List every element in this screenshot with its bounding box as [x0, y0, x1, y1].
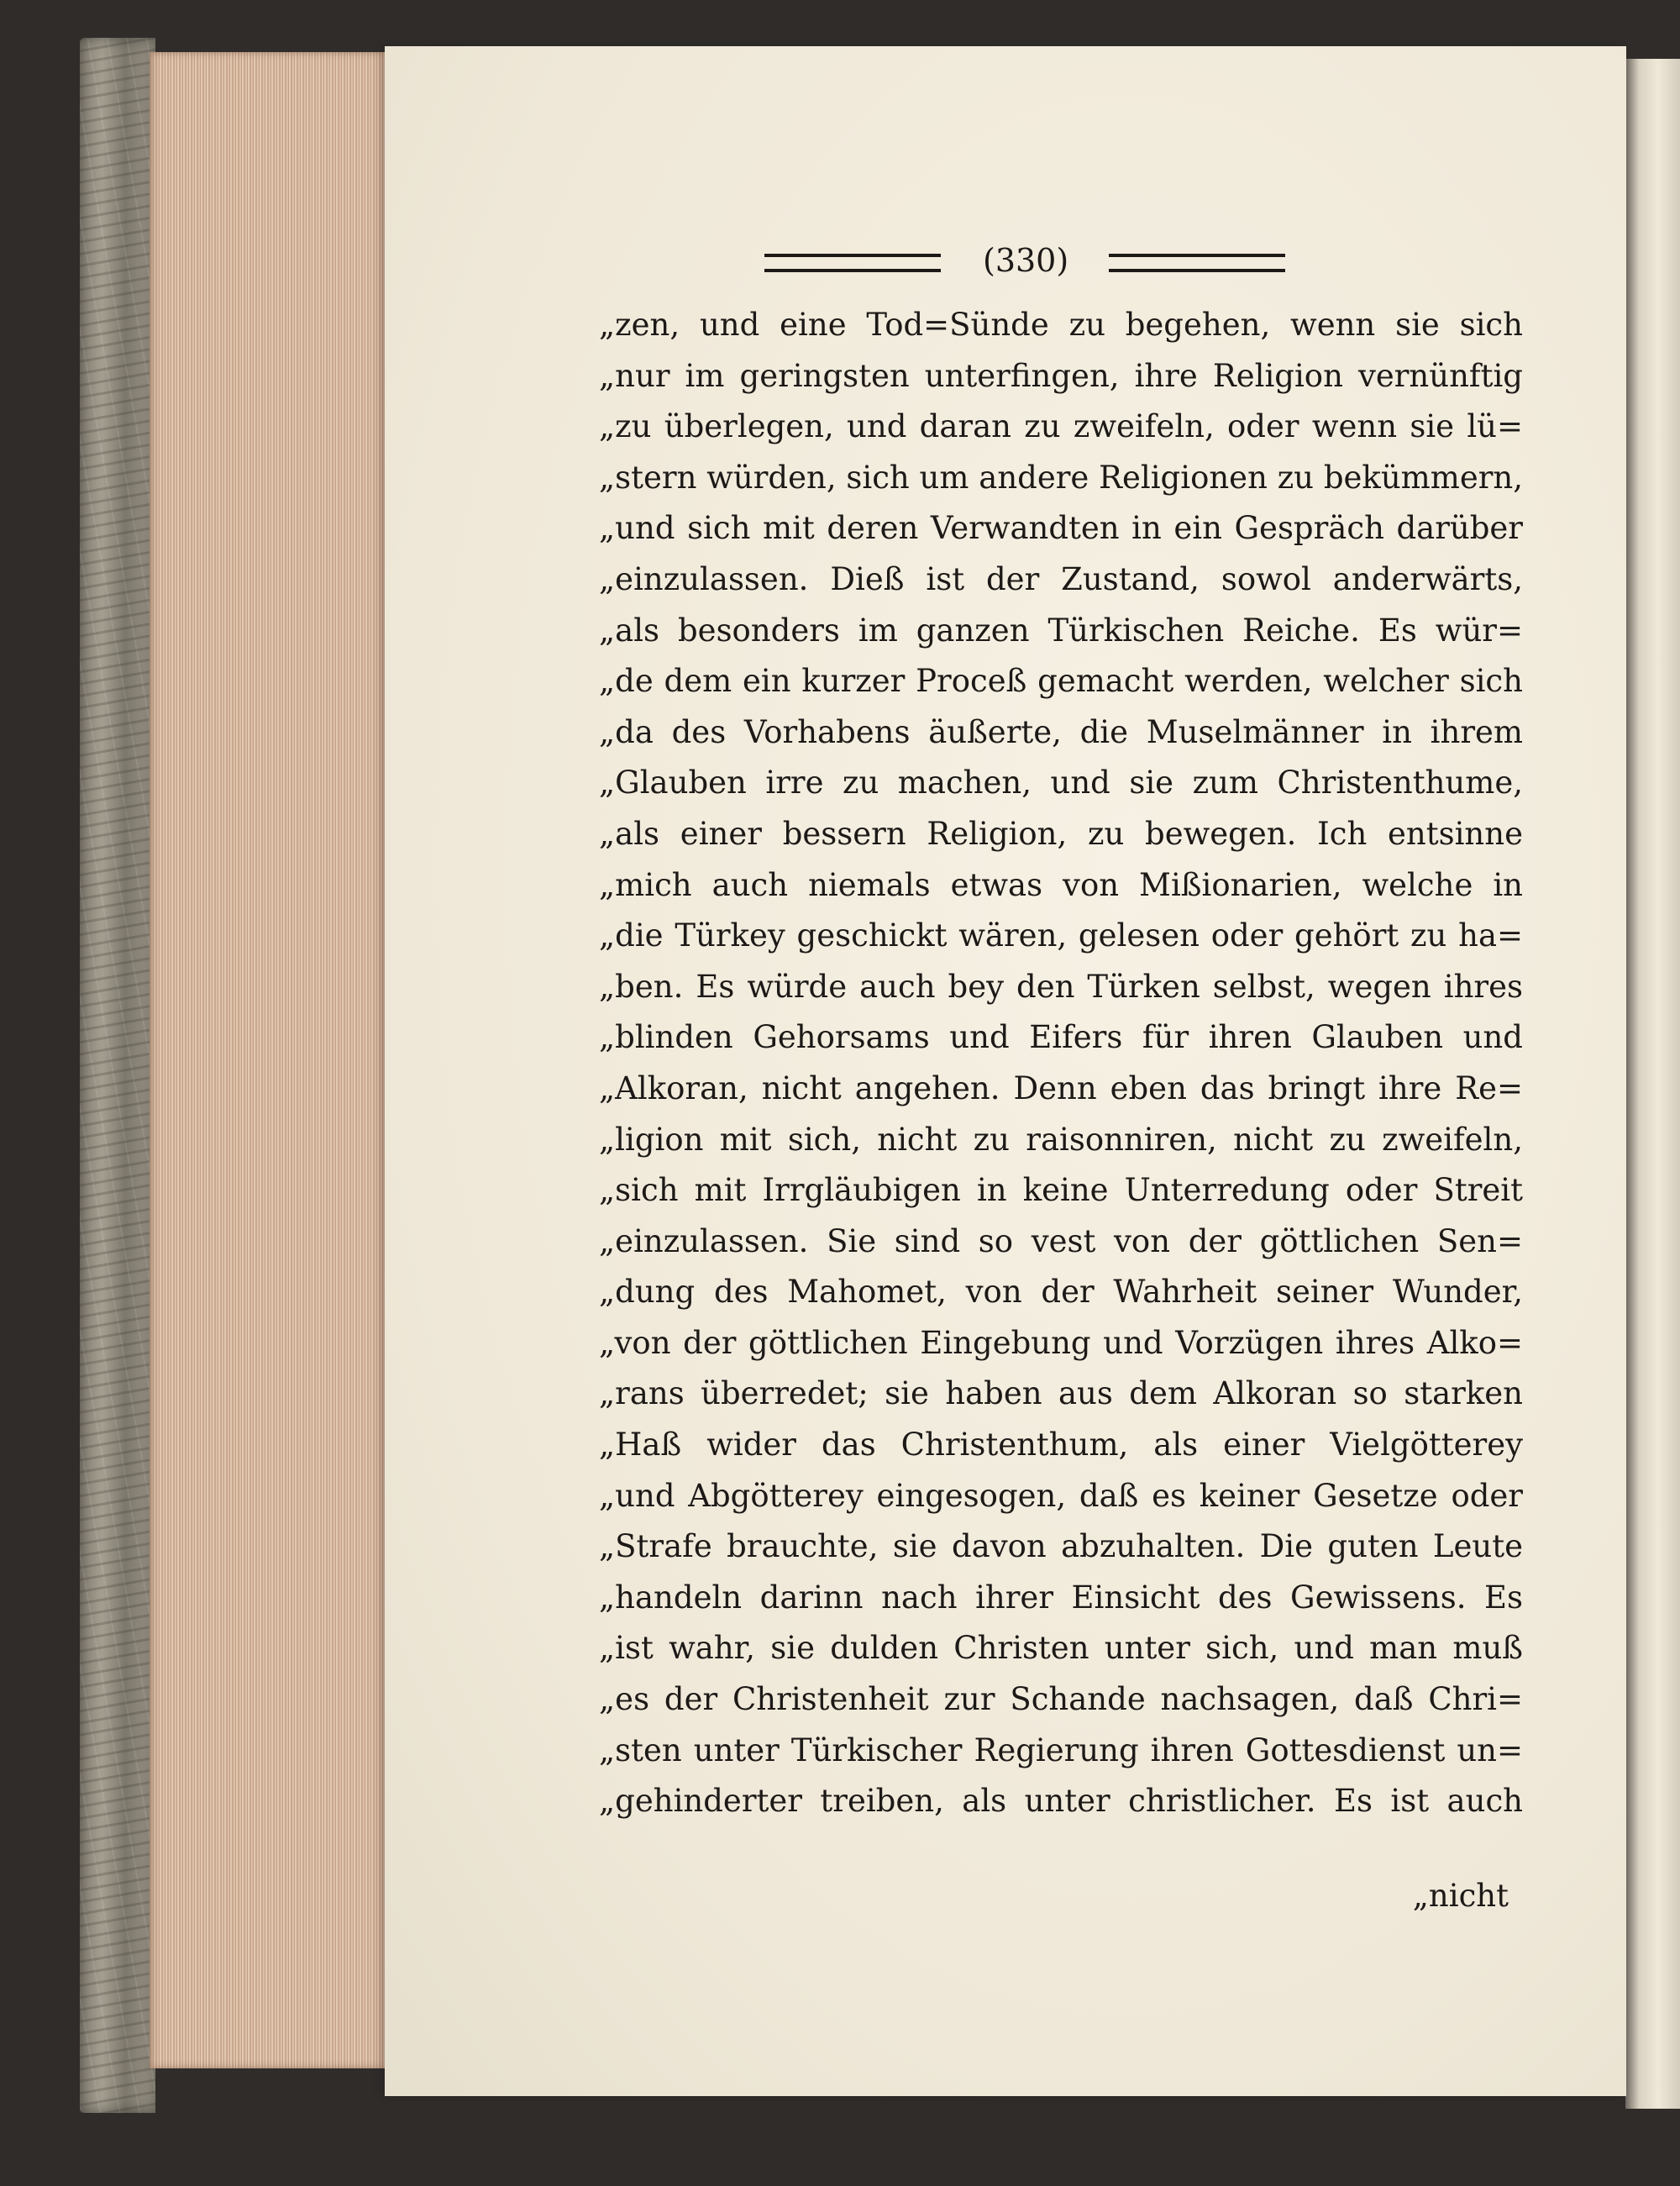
book-cover — [80, 38, 155, 2113]
text-line: „ist wahr, sie dulden Christen unter sich, und man muß — [599, 1630, 1523, 1667]
text-line: „gehinderter treiben, als unter christlicher. Es ist auch — [599, 1783, 1523, 1820]
text-line: „es der Christenheit zur Schande nachsagen, daß Chri= — [599, 1681, 1523, 1718]
text-line: „von der göttlichen Eingebung und Vorzügen ihres Alko= — [599, 1324, 1523, 1361]
text-line: „da des Vorhabens äußerte, die Muselmänner in ihrem — [599, 713, 1523, 750]
text-line: „handeln darinn nach ihrer Einsicht des Gewissens. Es — [599, 1579, 1523, 1616]
text-line: „ben. Es würde auch bey den Türken selbst, wegen ihres — [599, 968, 1523, 1005]
text-line: „de dem ein kurzer Proceß gemacht werden, welcher sich — [599, 663, 1523, 700]
text-line: „rans überredet; sie haben aus dem Alkoran so starken — [599, 1375, 1523, 1412]
text-line: „zu überlegen, und daran zu zweifeln, oder wenn sie lü= — [599, 408, 1523, 445]
text-line: „sten unter Türkischer Regierung ihren Gottesdienst un= — [599, 1731, 1523, 1768]
text-line: „und Abgötterey eingesogen, daß es keiner Gesetze oder — [599, 1477, 1523, 1514]
text-line: „stern würden, sich um andere Religionen zu bekümmern, — [599, 459, 1523, 496]
text-line: „Glauben irre zu machen, und sie zum Christenthume, — [599, 765, 1523, 801]
text-line: „Haß wider das Christenthum, als einer Vielgötterey — [599, 1427, 1523, 1463]
facing-page-edge — [1625, 59, 1680, 2109]
text-line: „nur im geringsten unterfingen, ihre Religion vernünftig — [599, 357, 1523, 394]
body-text — [599, 300, 1523, 1827]
book-page — [385, 46, 1626, 2096]
text-line: „die Türkey geschickt wären, gelesen oder gehört zu ha= — [599, 917, 1523, 954]
header-rule-left — [764, 254, 941, 272]
text-line: „als einer bessern Religion, zu bewegen. Ich entsinne — [599, 815, 1523, 852]
catchword: „nicht — [1412, 1878, 1509, 1914]
text-line: „dung des Mahomet, von der Wahrheit seiner Wunder, — [599, 1274, 1523, 1311]
page-block-edges — [150, 52, 385, 2068]
text-line: „einzulassen. Dieß ist der Zustand, sowol anderwärts, — [599, 560, 1523, 597]
text-line: „blinden Gehorsams und Eifers für ihren Glauben und — [599, 1019, 1523, 1056]
text-line: „Strafe brauchte, sie davon abzuhalten. Die guten Leute — [599, 1528, 1523, 1565]
page-number: (330) — [983, 242, 1069, 279]
running-header — [764, 235, 1285, 286]
text-line: „einzulassen. Sie sind so vest von der göttlichen Sen= — [599, 1222, 1523, 1259]
text-line: „ligion mit sich, nicht zu raisonniren, nicht zu zweifeln, — [599, 1121, 1523, 1158]
text-line: „Alkoran, nicht angehen. Denn eben das bringt ihre Re= — [599, 1069, 1523, 1106]
text-line: „als besonders im ganzen Türkischen Reiche. Es wür= — [599, 612, 1523, 649]
header-rule-right — [1109, 254, 1285, 272]
text-line: „sich mit Irrgläubigen in keine Unterredung oder Streit — [599, 1172, 1523, 1209]
text-line: „und sich mit deren Verwandten in ein Gespräch darüber — [599, 510, 1523, 547]
text-line: „zen, und eine Tod=Sünde zu begehen, wenn sie sich — [599, 307, 1523, 343]
text-line: „mich auch niemals etwas von Mißionarien, welche in — [599, 866, 1523, 903]
